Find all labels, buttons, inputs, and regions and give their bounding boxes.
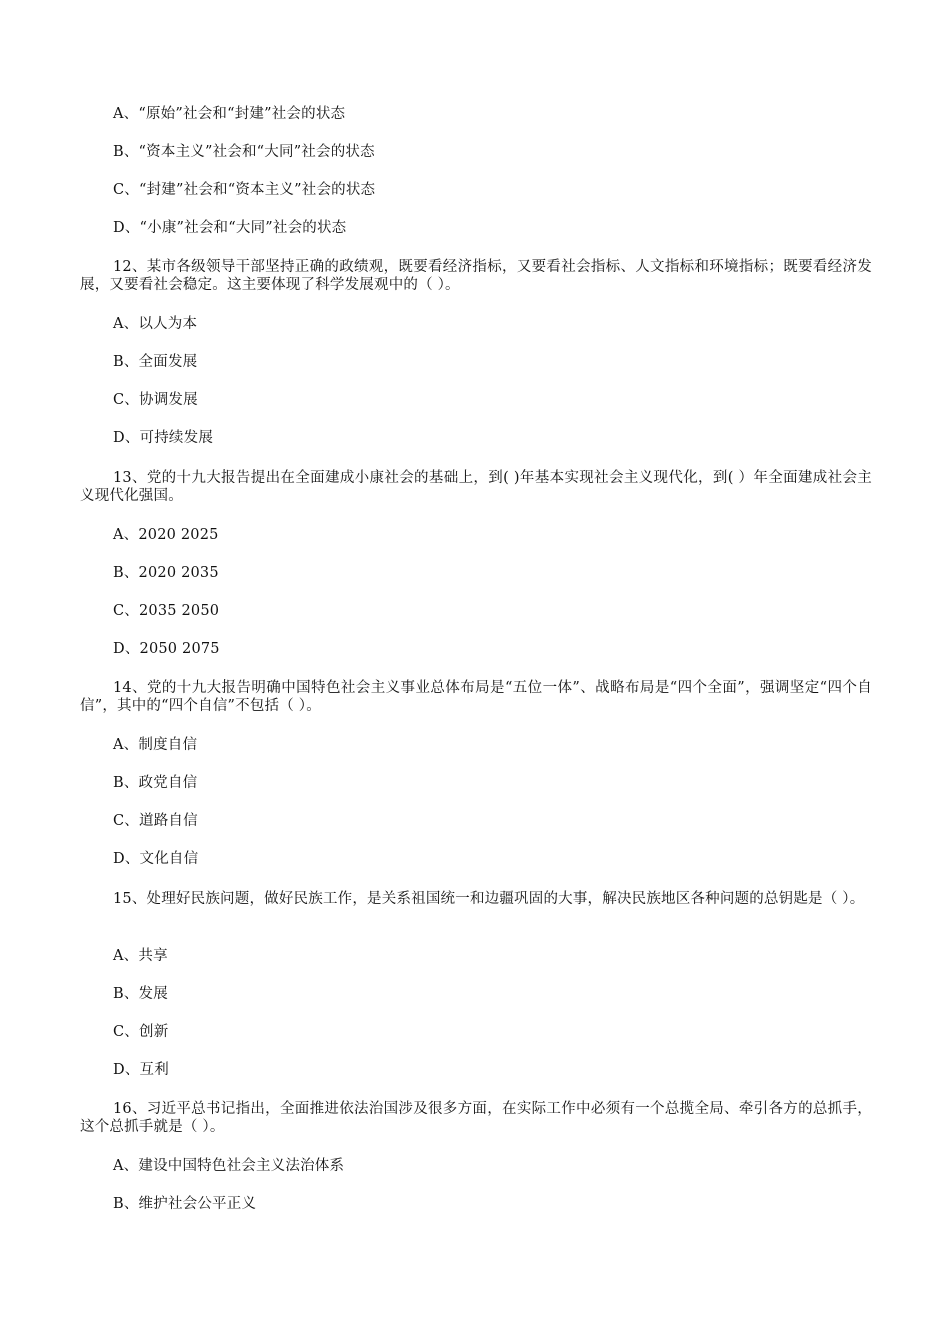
q13-option-b: B、2020 2035: [113, 565, 219, 581]
q13-stem: 13、党的十九大报告提出在全面建成小康社会的基础上，到( )年基本实现社会主义现代化，到( ）年全面建成社会主义现代化强国。: [80, 470, 872, 504]
q15-option-d: D、互利: [113, 1062, 169, 1078]
q12-stem: 12、某市各级领导干部坚持正确的政绩观，既要看经济指标，又要看社会指标、人文指标和环境指标；既要看经济发展，又要看社会稳定。这主要体现了科学发展观中的（ ）。: [80, 259, 872, 293]
q16-option-a: A、建设中国特色社会主义法治体系: [113, 1158, 345, 1174]
q13-option-d: D、2050 2075: [113, 641, 220, 657]
q14-option-b: B、政党自信: [113, 775, 198, 791]
q15-option-c: C、创新: [113, 1024, 169, 1040]
q15-option-a: A、共享: [113, 948, 168, 964]
q13-option-a: A、2020 2025: [113, 527, 219, 543]
q14-stem: 14、党的十九大报告明确中国特色社会主义事业总体布局是“五位一体”、战略布局是“四个全面”，强调坚定“四个自信”，其中的“四个自信”不包括（ ）。: [80, 680, 872, 714]
q15-option-b: B、发展: [113, 986, 168, 1002]
q12-option-d: D、可持续发展: [113, 430, 214, 446]
q14-option-a: A、制度自信: [113, 737, 198, 753]
q11-option-c: C、“封建”社会和“资本主义”社会的状态: [113, 182, 376, 198]
q14-option-d: D、文化自信: [113, 851, 199, 867]
q12-option-a: A、以人为本: [113, 316, 198, 332]
q12-option-b: B、全面发展: [113, 354, 198, 370]
q13-option-c: C、2035 2050: [113, 603, 220, 619]
q16-option-b: B、维护社会公平正义: [113, 1196, 257, 1212]
q15-stem: 15、处理好民族问题，做好民族工作，是关系祖国统一和边疆巩固的大事，解决民族地区各种问题的总钥匙是（ ）。: [113, 891, 865, 907]
q11-option-b: B、“资本主义”社会和“大同”社会的状态: [113, 144, 375, 160]
q11-option-a: A、“原始”社会和“封建”社会的状态: [113, 106, 346, 122]
q11-option-d: D、“小康”社会和“大同”社会的状态: [113, 220, 347, 236]
q12-option-c: C、协调发展: [113, 392, 198, 408]
q14-option-c: C、道路自信: [113, 813, 198, 829]
q16-stem: 16、习近平总书记指出，全面推进依法治国涉及很多方面，在实际工作中必须有一个总揽全局、牵引各方的总抓手，这个总抓手就是（ ）。: [80, 1101, 872, 1135]
